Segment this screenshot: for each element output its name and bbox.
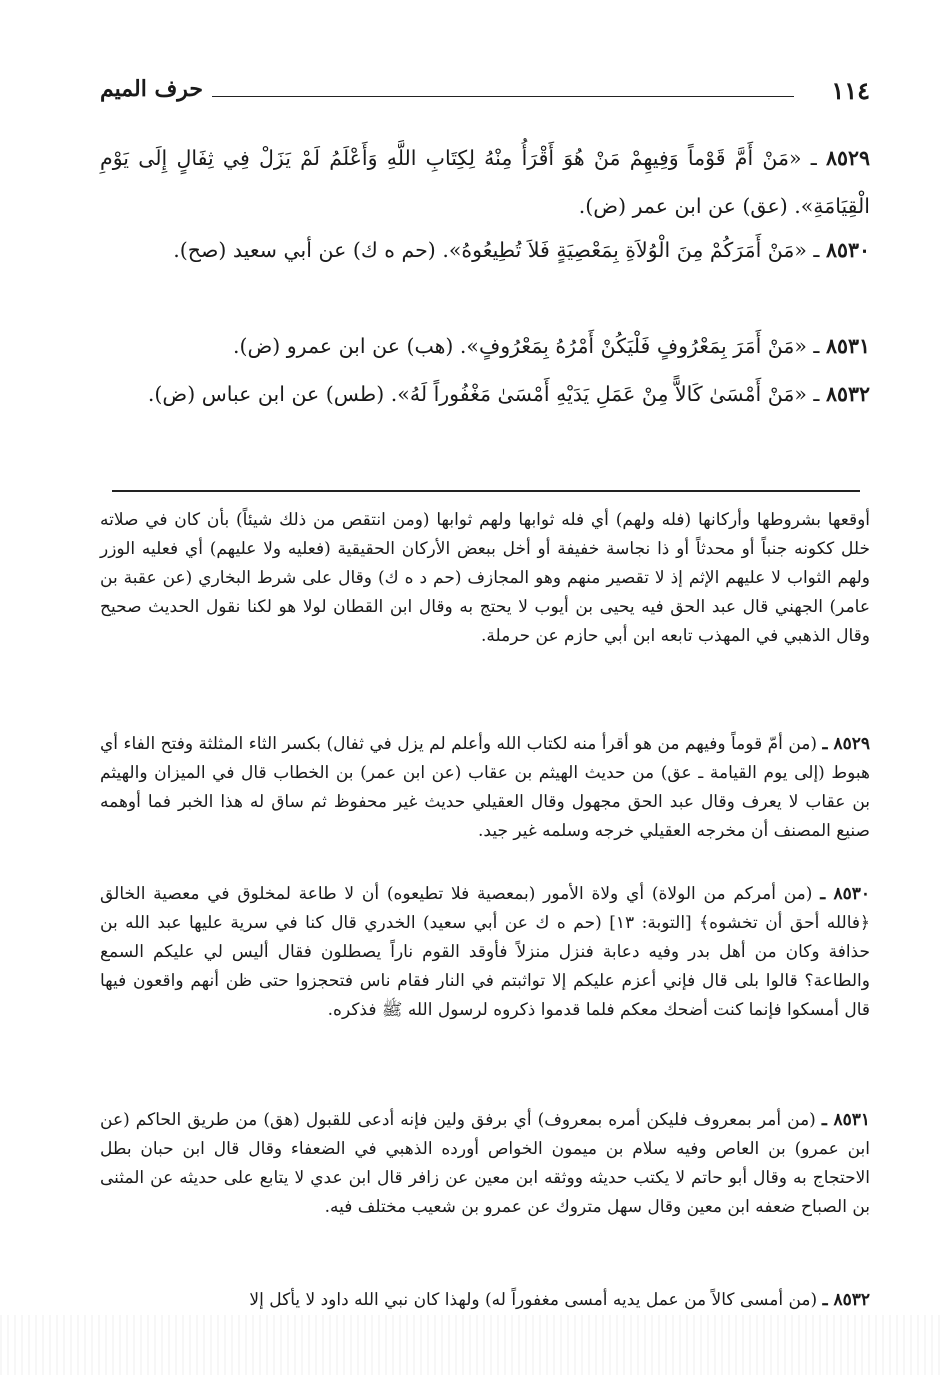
hadith-text: «مَنْ أَمْسَىٰ كَالاًّ مِنْ عَمَلِ يَدَيْهِ أَمْسَىٰ مَغْفُوراً لَهُ». (طس) عن ابن عباس (ض). (147, 382, 807, 406)
hadith-text: «مَنْ أَمَّ قَوْماً وَفِيهِمْ مَنْ هُوَ أَقْرَأُ مِنْهُ لِكِتَابِ اللَّهِ وَأَعْلَمُ لَمْ يَزَلْ فِي ثِفَالٍ إِلَى يَوْمِ الْقِيَامَةِ». (عق) عن ابن عمر (ض). (100, 146, 870, 218)
commentary-paragraph (100, 506, 870, 651)
running-header (100, 70, 870, 110)
commentary-number: ٨٥٣١ ـ (821, 1110, 870, 1130)
commentary-text: (من أمر بمعروف فليكن أمره بمعروف) أي برفق ولين فإنه أدعى للقبول (هق) من طريق الحاكم (عن ابن عمرو) بن العاص وفيه سلام بن ميمون الخواص أورده الذهبي في الضعفاء وقال قال ابن حبان بطل الاحتجاج به وقال أبو حاتم لا يكتب حديثه ووثقه ابن معين عن زافر قال ابن عدي لا يتابع على حديثه عن المثنى بن الصباح ضعفه ابن معين وقال سهل متروك عن عمرو بن شعيب مختلف فيه. (100, 1110, 870, 1217)
commentary-text: أوقعها بشروطها وأركانها (فله ولهم) أي فله ثوابها ولهم ثوابها (ومن انتقص من ذلك شيئاً) بأن كان في صلاته خلل ككونه جنباً أو محدثاً أو ذا نجاسة خفيفة أو أخل ببعض الأركان الحقيقية (فعليه ولا عليهم) أي فعليه الوزر ولهم الثواب لا عليهم الإثم إذ لا تقصير منهم وهو المجازف (حم د ه ك) وقال على شرط البخاري (عن عقبة بن عامر) الجهني قال عبد الحق فيه يحيى بن أيوب لا يحتج به وقال ابن القطان لولا هو لكنا نقول الحديث صحيح وقال الذهبي في المهذب تابعه ابن أبي حازم عن حرملة. (100, 510, 870, 646)
commentary-paragraph (100, 1106, 870, 1222)
hadith-number: ٨٥٣٢ (825, 382, 870, 406)
hadith-entry: ٨٥٢٩ ـ «مَنْ أَمَّ قَوْماً وَفِيهِمْ مَنْ هُوَ أَقْرَأُ مِنْهُ لِكِتَابِ اللَّهِ وَأَعْلَمُ لَمْ يَزَلْ فِي ثِفَالٍ إِلَى يَوْمِ الْقِيَامَةِ». (عق) عن ابن عمر (ض). (100, 146, 870, 218)
hadith-text: «مَنْ أَمَرَ بِمَعْرُوفٍ فَلْيَكُنْ أَمْرُهُ بِمَعْرُوفٍ». (هب) عن ابن عمرو (ض). (232, 334, 807, 358)
hadith-entry: ٨٥٣٢ ـ «مَنْ أَمْسَىٰ كَالاًّ مِنْ عَمَلِ يَدَيْهِ أَمْسَىٰ مَغْفُوراً لَهُ». (طس) عن ابن عباس (ض). (147, 382, 870, 406)
commentary-text: (من أمسى كالاً من عمل يديه أمسى مغفوراً له) ولهذا كان نبي الله داود لا يأكل إلا (249, 1290, 818, 1310)
page-number: ١١٤ (831, 76, 870, 105)
commentary-text: (من أمّ قوماً وفيهم من هو أقرأ منه لكتاب الله وأعلم لم يزل في ثفال) بكسر الثاء المثلثة وفتح الفاء أي هبوط (إلى يوم القيامة ـ عق) من حديث الهيثم بن عقاب (عن ابن عمر) بن الخطاب قال في الميزان والهيثم بن عقاب لا يعرف وقال عبد الحق مجهول وقال العقيلي حديث غير محفوظ ثم ساق له هذا الخبر فما أوهمه صنيع المصنف أن مخرجه العقيلي خرجه وسلمه غير جيد. (100, 734, 870, 841)
hadith-entry: ٨٥٣٠ ـ «مَنْ أَمَرَكُمْ مِنَ الْوُلاَةِ بِمَعْصِيَةٍ فَلاَ تُطِيعُوهُ». (حم ه ك) عن أبي سعيد (صح). (173, 238, 870, 262)
commentary-number: ٨٥٣٠ ـ (820, 884, 871, 904)
footnote-separator (112, 490, 860, 492)
hadith-number: ٨٥٢٩ (825, 146, 870, 170)
hadith-entry: ٨٥٣١ ـ «مَنْ أَمَرَ بِمَعْرُوفٍ فَلْيَكُنْ أَمْرُهُ بِمَعْرُوفٍ». (هب) عن ابن عمرو (ض). (232, 334, 870, 358)
hadith-text: «مَنْ أَمَرَكُمْ مِنَ الْوُلاَةِ بِمَعْصِيَةٍ فَلاَ تُطِيعُوهُ». (حم ه ك) عن أبي سعيد (صح). (173, 238, 807, 262)
hadith-number: ٨٥٣١ (825, 334, 870, 358)
header-rule (212, 96, 794, 97)
commentary-number: ٨٥٣٢ ـ (822, 1290, 870, 1310)
commentary-paragraph (100, 880, 870, 1025)
commentary-paragraph (100, 1286, 870, 1315)
commentary-number: ٨٥٢٩ ـ (822, 734, 871, 754)
commentary-paragraph (100, 730, 870, 846)
scan-noise (0, 1315, 945, 1375)
commentary-text: (من أمركم من الولاة) أي ولاة الأمور (بمعصية فلا تطيعوه) أن لا طاعة لمخلوق في معصية الخالق ﴿فالله أحق أن تخشوه﴾ [التوبة: ١٣] (حم ه ك عن أبي سعيد) الخدري قال كنا في سرية عليها عبد الله بن حذافة وكان من أهل بدر وفيه دعابة فنزل منزلاً فأوقد القوم ناراً يصطلون فقال أليس لي عليكم السمع والطاعة؟ قالوا بلى قال فإني أعزم عليكم إلا تواثبتم في النار فقام ناس فتحجزوا حتى ظن أنهم واقعون فيها قال أمسكوا فإنما كنت أضحك معكم فلما قدموا ذكروه لرسول الله ﷺ فذكره. (100, 884, 870, 1020)
chapter-title: حرف الميم (100, 76, 204, 102)
hadith-number: ٨٥٣٠ (825, 238, 870, 262)
